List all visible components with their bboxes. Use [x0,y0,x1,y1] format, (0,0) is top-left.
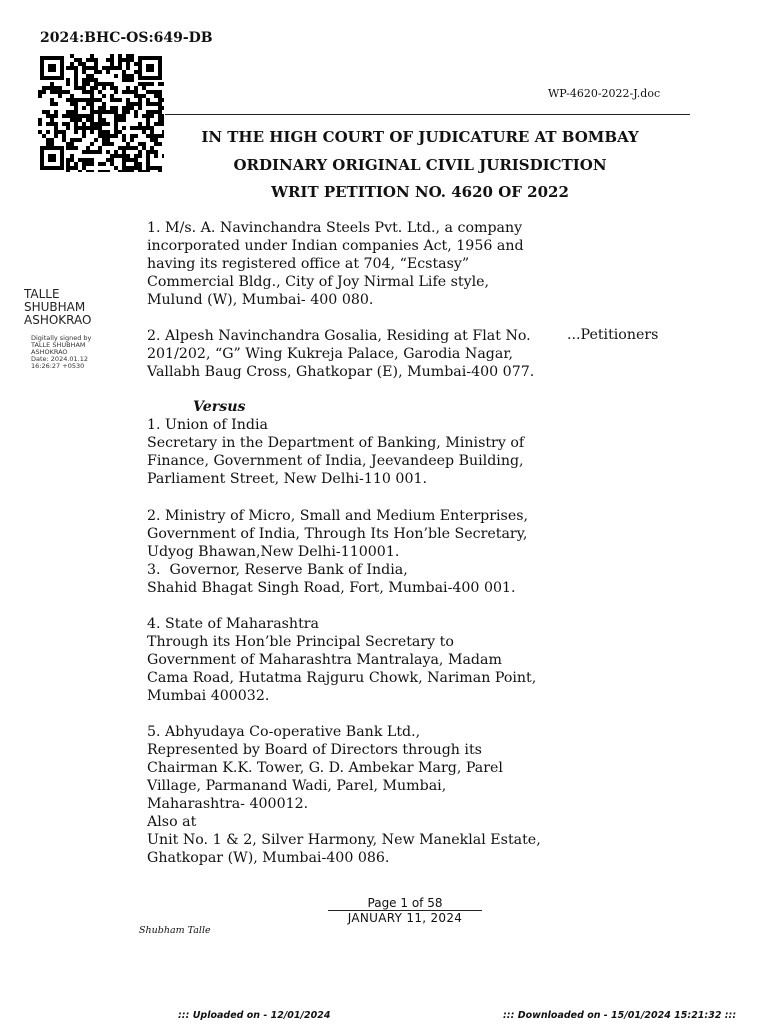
handwritten-signature: Shubham Talle [139,925,211,936]
signature-detail-1: Digitally signed by [31,334,92,342]
jurisdiction-title: ORDINARY ORIGINAL CIVIL JURISDICTION [233,156,607,174]
signer-name [24,288,91,327]
petitioners-label: ...Petitioners [567,327,659,343]
digital-signature-details [31,335,91,370]
uploaded-stamp: ::: Uploaded on - 12/01/2024 [178,1010,331,1021]
respondent-4: 4. State of Maharashtra Through its Hon’ble Principal Secretary to Government of Maharashtra Mantralaya, Madam Cama Road, Hutatma Rajguru Chowk, Nariman Point, Mumbai 400032. [147,616,537,704]
petition-title: WRIT PETITION NO. 4620 OF 2022 [271,183,569,201]
respondent-1: 1. Union of India Secretary in the Department of Banking, Ministry of Finance, Government of India, Jeevandeep Building, Parliament Street, New Delhi-110 001. [147,417,525,487]
signature-detail-2: TALLE SHUBHAM [31,341,86,349]
page-number: Page 1 of 58 [367,896,443,910]
respondent-3: 3. Governor, Reserve Bank of India, Shahid Bhagat Singh Road, Fort, Mumbai-400 001. [147,562,516,596]
downloaded-stamp: ::: Downloaded on - 15/01/2024 15:21:32 ::: [503,1010,737,1021]
case-number: 2024:BHC-OS:649-DB [40,30,213,46]
versus-label: Versus [193,399,246,415]
petitioner-2: 2. Alpesh Navinchandra Gosalia, Residing at Flat No. 201/202, “G” Wing Kukreja Palace, Garodia Nagar, Vallabh Baug Cross, Ghatkopar (E), Mumbai-400 077. [147,328,535,380]
document-reference: WP-4620-2022-J.doc [548,87,661,100]
page-date: JANUARY 11, 2024 [347,911,463,925]
signer-name-line3: ASHOKRAO [24,313,92,327]
respondent-5: 5. Abhyudaya Co-operative Bank Ltd., Represented by Board of Directors through its Chairman K.K. Tower, G. D. Ambekar Marg, Parel Village, Parmanand Wadi, Parel, Mumbai, Maharashtra- 400012. Also at Unit No. 1 & 2, Silver Harmony, New Maneklal Estate, Ghatkopar (W), Mumbai-400 086. [147,724,541,866]
qr-code-icon [38,54,164,172]
header-rule [165,114,690,115]
signature-detail-4: Date: 2024.01.12 [31,355,89,363]
signer-name-line1: TALLE [24,287,60,301]
signature-detail-3: ASHOKRAO [31,348,68,356]
signature-detail-5: 16:26:27 +0530 [31,362,85,370]
petitioner-1: 1. M/s. A. Navinchandra Steels Pvt. Ltd., a company incorporated under Indian companies Act, 1956 and having its registered office at 704, “Ecstasy” Commercial Bldg., City of Joy Nirmal Life style, Mulund (W), Mumbai- 400 080. [147,220,524,308]
court-title: IN THE HIGH COURT OF JUDICATURE AT BOMBAY [201,128,639,146]
signer-name-line2: SHUBHAM [24,300,86,314]
respondent-2: 2. Ministry of Micro, Small and Medium Enterprises, Government of India, Through Its Hon’ble Secretary, Udyog Bhawan,New Delhi-110001. [147,508,529,560]
